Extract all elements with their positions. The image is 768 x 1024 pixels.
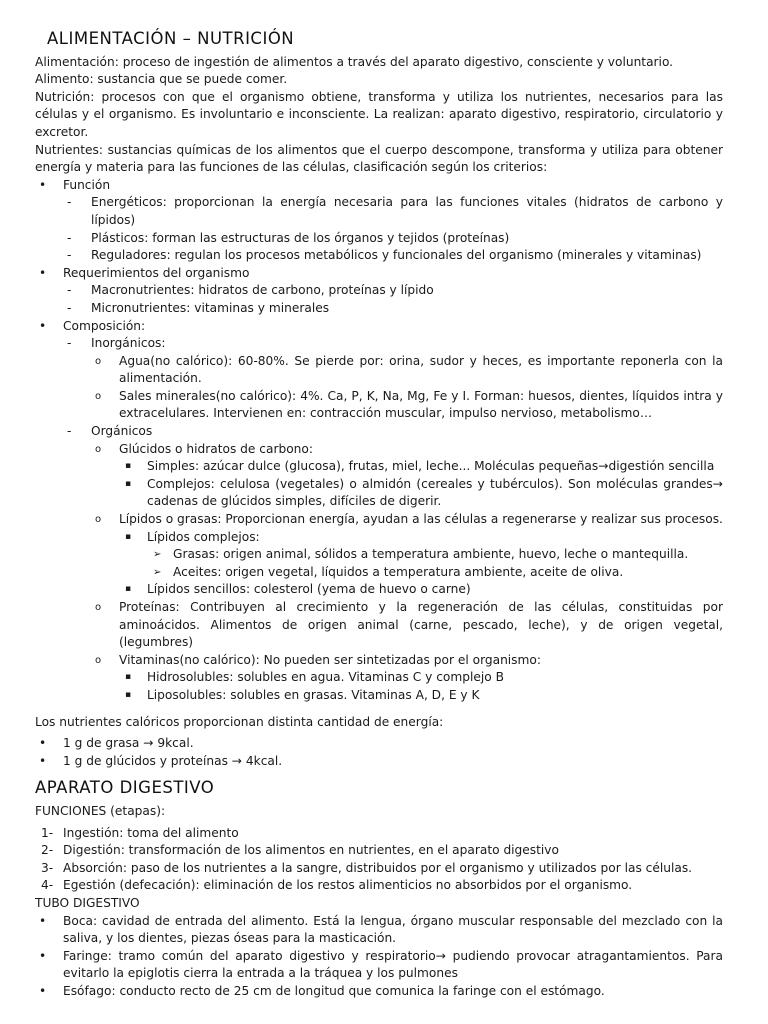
square-bullet-icon: ▪ <box>125 531 132 542</box>
square-bullet-icon: ▪ <box>125 672 132 683</box>
dash-icon: - <box>67 230 72 245</box>
list-item: - Macronutrientes: hidratos de carbono, proteínas y lípido <box>63 282 723 300</box>
square-bullet-icon: ▪ <box>125 478 132 489</box>
circle-icon: o <box>95 514 102 526</box>
page-title: ALIMENTACIÓN – NUTRICIÓN <box>47 29 295 48</box>
bullet-icon: • <box>39 983 47 998</box>
circle-icon: o <box>95 390 102 402</box>
list-item: 2- Digestión: transformación de los alimentos en nutrientes, en el aparato digestivo <box>41 843 559 858</box>
criterion-requerimientos: • Requerimientos del organismo - Macronutrientes: hidratos de carbono, proteínas y lípido - Micronutrientes: vitaminas y minerales <box>35 265 723 318</box>
composicion-list <box>63 335 723 704</box>
circle-icon: o <box>95 654 102 666</box>
list-item: ➢ Grasas: origen animal, sólidos a temperatura ambiente, huevo, leche o mantequilla. <box>147 546 723 564</box>
vitaminas-item: o Vitaminas(no calórico): No pueden ser sintetizadas por el organismo: ▪ Hidrosolubles: solubles en agua. Vitaminas C y complejo B ▪ Liposolubles: solubles en grasas. Vitaminas A, D, E y K <box>91 652 723 705</box>
inorganicos-item: - Inorgánicos: o Agua(no calórico): 60-80%. Se pierde por: orina, sudor y heces, es importante reponerla con la alimentación. o Sales minerales(no calórico): 4%. Ca, P, K, Na, Mg, Fe y I. Forman: huesos, dientes, líquidos intra y extracelulares. Intervienen en: contracción muscular, impulso nervioso, metabolismo… <box>63 335 723 423</box>
list-item: - Energéticos: proporcionan la energía necesaria para las funciones vitales (hidratos de carbono y lípidos) <box>67 195 723 227</box>
list-item: • 1 g de glúcidos y proteínas → 4kcal. <box>35 753 723 771</box>
lipidos-list <box>119 529 723 599</box>
criterion-funcion: • Función - Energéticos: proporcionan la energía necesaria para las funciones vitales (hidratos de carbono y lípidos) - Plásticos: forman las estructuras de los órganos y tejidos (proteínas) - Reguladores: regulan los procesos metabólicos y funcionales del organismo (minerales y vitaminas) <box>35 177 723 265</box>
criterion-composicion: • Composición: - Inorgánicos: o Agua(no calórico): 60-80%. Se pierde por: orina, sudor y heces, es importante reponerla con la alimentación. o Sales minerales(no calórico): 4%. Ca, P, K, Na, Mg, Fe y I. Forman: huesos, dientes, líquidos intra y extracelulares. Intervienen en: contracción muscular, impulso nervioso, metabolismo… - Orgánicos o Glúcidos o hidratos de carbono: ▪ Simples: azúcar dulce (glucosa), frutas, miel, leche... Moléculas pequeñas→digestión sencilla ▪ Complejos: celulosa (vegetales) o almidón (cereales y tubérculos). Son moléculas grandes→ cadenas de glúcidos simples, difíciles de digerir. o Lípidos o grasas: Proporcionan energía, ayudan a las células a regenerarse y realizar sus procesos. ▪ Lípidos complejos: ➢ Grasas: origen animal, sólidos a temperatura ambiente, huevo, leche o mantequilla. ➢ Aceites: origen vegetal, líquidos a temperatura ambiente, aceite de oliva. ▪ Lípidos sencillos: colesterol (yema de huevo o carne) o Proteínas: Contribuyen al crecimiento y la regeneración de las células, constituidas por aminoácidos. Alimentos de origen animal (carne, pescado, leche), y de origen vegetal, (legumbres) o Vitaminas(no calórico): No pueden ser sintetizadas por el organismo: ▪ Hidrosolubles: solubles en agua. Vitaminas C y complejo B ▪ Liposolubles: solubles en grasas. Vitaminas A, D, E y K <box>35 318 723 705</box>
list-item: • Faringe: tramo común del aparato digestivo y respiratorio→ pudiendo provocar atragantamientos. Para evitarlo la epiglotis cierra la entrada a la tráquea y los pulmones <box>39 948 723 981</box>
dash-icon: - <box>67 195 72 210</box>
bullet-icon: • <box>39 913 47 928</box>
list-item: ➢ Aceites: origen vegetal, líquidos a temperatura ambiente, aceite de oliva. <box>147 564 723 582</box>
dash-icon: - <box>67 424 72 439</box>
list-item: - Reguladores: regulan los procesos metabólicos y funcionales del organismo (minerales y vitaminas) <box>63 247 723 265</box>
square-bullet-icon: ▪ <box>125 689 132 700</box>
inorganicos-list <box>91 353 723 423</box>
bullet-icon: • <box>39 753 47 768</box>
tubo-list <box>35 913 723 1001</box>
arrow-bullet-icon: ➢ <box>153 566 162 578</box>
circle-icon: o <box>95 602 102 613</box>
dash-icon: - <box>67 283 72 298</box>
list-item: ▪ Lípidos sencillos: colesterol (yema de huevo o carne) <box>119 581 723 599</box>
def-alimentacion: Alimentación: proceso de ingestión de alimentos a través del aparato digestivo, consciente y voluntario. <box>35 54 674 69</box>
square-bullet-icon: ▪ <box>125 584 132 595</box>
bullet-icon: • <box>39 318 47 333</box>
bullet-icon: • <box>39 948 47 963</box>
list-item: - Micronutrientes: vitaminas y minerales <box>63 300 723 318</box>
organicos-item: - Orgánicos o Glúcidos o hidratos de carbono: ▪ Simples: azúcar dulce (glucosa), frutas, miel, leche... Moléculas pequeñas→digestión sencilla ▪ Complejos: celulosa (vegetales) o almidón (cereales y tubérculos). Son moléculas grandes→ cadenas de glúcidos simples, difíciles de digerir. o Lípidos o grasas: Proporcionan energía, ayudan a las células a regenerarse y realizar sus procesos. ▪ Lípidos complejos: ➢ Grasas: origen animal, sólidos a temperatura ambiente, huevo, leche o mantequilla. ➢ Aceites: origen vegetal, líquidos a temperatura ambiente, aceite de oliva. ▪ Lípidos sencillos: colesterol (yema de huevo o carne) o Proteínas: Contribuyen al crecimiento y la regeneración de las células, constituidas por aminoácidos. Alimentos de origen animal (carne, pescado, leche), y de origen vegetal, (legumbres) o Vitaminas(no calórico): No pueden ser sintetizadas por el organismo: ▪ Hidrosolubles: solubles en agua. Vitaminas C y complejo B ▪ Liposolubles: solubles en grasas. Vitaminas A, D, E y K <box>63 423 723 705</box>
caloricos-list <box>35 735 723 770</box>
glucidos-item: o Glúcidos o hidratos de carbono: ▪ Simples: azúcar dulce (glucosa), frutas, miel, leche... Moléculas pequeñas→digestión sencilla ▪ Complejos: celulosa (vegetales) o almidón (cereales y tubérculos). Son moléculas grandes→ cadenas de glúcidos simples, difíciles de digerir. <box>91 441 723 511</box>
tubo-label: TUBO DIGESTIVO <box>35 895 140 910</box>
criteria-list <box>35 177 723 705</box>
dash-icon: - <box>67 248 72 263</box>
list-item: 3- Absorción: paso de los nutrientes a la sangre, distribuidos por el organismo y utilizados por las células. <box>41 860 693 875</box>
bullet-icon: • <box>39 177 47 192</box>
list-item: • 1 g de grasa → 9kcal. <box>35 735 723 753</box>
funciones-list <box>35 825 723 895</box>
def-alimento: Alimento: sustancia que se puede comer. <box>35 72 288 87</box>
lipidos-complejos-item: ▪ Lípidos complejos: ➢ Grasas: origen animal, sólidos a temperatura ambiente, huevo, leche o mantequilla. ➢ Aceites: origen vegetal, líquidos a temperatura ambiente, aceite de oliva. <box>119 529 723 582</box>
funcion-list <box>63 194 723 264</box>
list-item: ▪ Liposolubles: solubles en grasas. Vitaminas A, D, E y K <box>119 687 723 705</box>
proteinas-item: o Proteínas: Contribuyen al crecimiento y la regeneración de las células, constituidas por aminoácidos. Alimentos de origen animal (carne, pescado, leche), y de origen vegetal, (legumbres) <box>95 600 723 650</box>
circle-icon: o <box>95 443 102 455</box>
glucidos-list <box>119 458 723 511</box>
def-nutrientes: Nutrientes: sustancias químicas de los alimentos que el cuerpo descompone, transforma y utiliza para obtener energía y materia para las funciones de las células, clasificación según los criterios: <box>35 142 723 175</box>
lipidos-item: o Lípidos o grasas: Proporcionan energía, ayudan a las células a regenerarse y realizar sus procesos. ▪ Lípidos complejos: ➢ Grasas: origen animal, sólidos a temperatura ambiente, huevo, leche o mantequilla. ➢ Aceites: origen vegetal, líquidos a temperatura ambiente, aceite de oliva. ▪ Lípidos sencillos: colesterol (yema de huevo o carne) <box>91 511 723 599</box>
bullet-icon: • <box>39 736 47 751</box>
list-item: o Sales minerales(no calórico): 4%. Ca, P, K, Na, Mg, Fe y I. Forman: huesos, dientes, líquidos intra y extracelulares. Intervienen en: contracción muscular, impulso nervioso, metabolismo… <box>95 388 723 421</box>
vitaminas-list <box>119 669 723 704</box>
list-item: ▪ Complejos: celulosa (vegetales) o almidón (cereales y tubérculos). Son moléculas grandes→ cadenas de glúcidos simples, difíciles de digerir. <box>125 476 723 509</box>
list-item: • Esófago: conducto recto de 25 cm de longitud que comunica la faringe con el estómago. <box>35 983 723 1001</box>
square-bullet-icon: ▪ <box>125 461 132 472</box>
lipidos-complejos-list <box>147 546 723 581</box>
caloricos-intro: Los nutrientes calóricos proporcionan distinta cantidad de energía: <box>35 714 444 729</box>
funciones-label: FUNCIONES (etapas): <box>35 803 166 818</box>
list-item: 1- Ingestión: toma del alimento <box>41 825 239 840</box>
dash-icon: - <box>67 336 72 351</box>
arrow-bullet-icon: ➢ <box>153 549 162 561</box>
list-item: ▪ Hidrosolubles: solubles en agua. Vitaminas C y complejo B <box>119 669 723 687</box>
list-item: ▪ Simples: azúcar dulce (glucosa), frutas, miel, leche... Moléculas pequeñas→digestión sencilla <box>119 458 723 476</box>
def-nutricion: Nutrición: procesos con que el organismo obtiene, transforma y utiliza los nutrientes, necesarios para las células y el organismo. Es involuntario e inconsciente. La realizan: aparato digestivo, respiratorio, circulatorio y excretor. <box>35 89 723 139</box>
list-item: o Agua(no calórico): 60-80%. Se pierde por: orina, sudor y heces, es importante reponerla con la alimentación. <box>95 353 723 386</box>
section-title-aparato: APARATO DIGESTIVO <box>35 778 215 798</box>
circle-icon: o <box>95 355 102 367</box>
list-item: 4- Egestión (defecación): eliminación de los restos alimenticios no absorbidos por el organismo. <box>41 878 633 893</box>
requerimientos-list <box>63 282 723 317</box>
dash-icon: - <box>67 300 72 315</box>
bullet-icon: • <box>39 265 47 280</box>
organicos-list <box>91 441 723 705</box>
list-item: • Boca: cavidad de entrada del alimento. Está la lengua, órgano muscular responsable del mezclado con la saliva, y los dientes, piezas óseas para la masticación. <box>39 913 723 946</box>
list-item: - Plásticos: forman las estructuras de los órganos y tejidos (proteínas) <box>63 230 723 248</box>
